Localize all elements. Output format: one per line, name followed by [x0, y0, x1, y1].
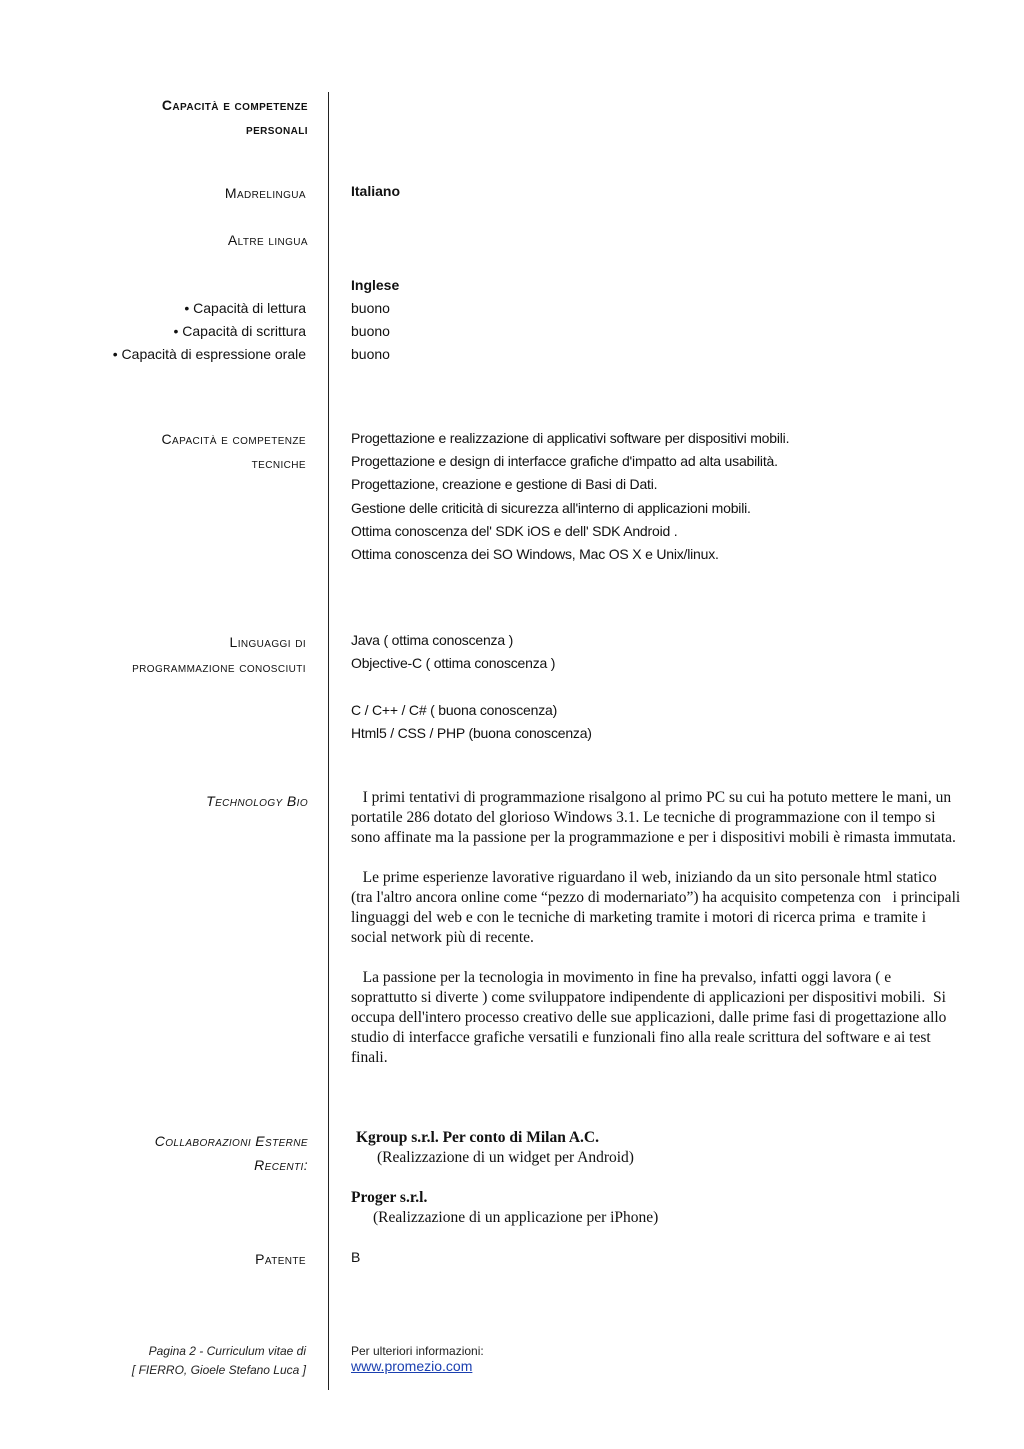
technical-item: Progettazione e design di interfacce grafiche d'impatto ad alta usabilità. — [351, 453, 778, 469]
column-divider — [328, 92, 329, 1390]
skill-reading-value: buono — [351, 300, 390, 316]
license-value: B — [351, 1249, 361, 1265]
technical-heading-line1: Capacità e competenze — [161, 431, 306, 447]
personal-heading-line2: personali — [246, 121, 308, 137]
other-languages-label: Altre lingua — [227, 232, 308, 248]
bio-paragraph: I primi tentativi di programmazione risalgono al primo PC su cui ha potuto mettere le mani, un portatile 286 dotato del glorioso Windows 3.1. Le tecniche di programmazione con il tempo si sono affinate ma la passione per la programmazione e per i dispositivi mobili è rimasta immutata. — [351, 789, 956, 846]
technical-item: Ottima conoscenza dei SO Windows, Mac OS X e Unix/linux. — [351, 546, 719, 562]
skill-speaking-label: • Capacità di espressione orale — [112, 346, 306, 362]
language-item: Objective-C ( ottima conoscenza ) — [351, 655, 556, 671]
collab-title: Kgroup s.r.l. Per conto di Milan A.C. — [356, 1129, 599, 1146]
language-item: C / C++ / C# ( buona conoscenza) — [351, 702, 558, 718]
footer-page-line2: [ FIERRO, Gioele Stefano Luca ] — [131, 1363, 306, 1377]
skill-speaking-value: buono — [351, 346, 390, 362]
languages-heading-line1: Linguaggi di — [229, 634, 306, 650]
bio-paragraph: La passione per la tecnologia in movimento in fine ha prevalso, infatti oggi lavora ( e soprattutto si diverte ) come sviluppatore indipendente di applicazioni per dispositivi mobili. Si occupa dell'intero processo creativo delle sue applicazioni, dalle prime fasi di progettazione allo studio di interfacce grafiche versatili e funzionali fino alla reale scrittura del software e ai test finali. — [351, 969, 951, 1066]
mother-tongue-label: Madrelingua — [224, 185, 306, 201]
bio-text — [351, 788, 965, 1068]
footer-page-line1: Pagina 2 - Curriculum vitae di — [148, 1344, 306, 1358]
personal-heading-line1: Capacità e competenze — [161, 97, 308, 113]
mother-tongue-value: Italiano — [351, 183, 401, 199]
language-item: Html5 / CSS / PHP (buona conoscenza) — [351, 725, 592, 741]
collab-heading-line1: Collaborazioni Esterne — [154, 1133, 308, 1149]
collab-desc: (Realizzazione di un widget per Android) — [377, 1149, 634, 1166]
skill-reading-label: • Capacità di lettura — [184, 300, 306, 316]
website-link[interactable]: www.promezio.com — [351, 1358, 473, 1374]
license-label: Patente — [255, 1251, 306, 1267]
collab-title: Proger s.r.l. — [351, 1189, 428, 1206]
collab-desc: (Realizzazione di un applicazione per iPhone) — [373, 1209, 659, 1226]
language-item: Java ( ottima conoscenza ) — [351, 632, 514, 648]
skill-writing-value: buono — [351, 323, 390, 339]
technical-item: Progettazione e realizzazione di applicativi software per dispositivi mobili. — [351, 430, 790, 446]
languages-heading-line2: programmazione conosciuti — [132, 659, 306, 675]
skill-writing-label: • Capacità di scrittura — [173, 323, 306, 339]
footer-info-label: Per ulteriori informazioni: — [351, 1344, 484, 1358]
technical-item: Ottima conoscenza del' SDK iOS e dell' SDK Android . — [351, 523, 678, 539]
bio-heading: Technology Bio — [206, 793, 308, 809]
technical-heading-line2: tecniche — [251, 455, 306, 471]
technical-item: Progettazione, creazione e gestione di Basi di Dati. — [351, 476, 658, 492]
technical-item: Gestione delle criticità di sicurezza all'interno di applicazioni mobili. — [351, 500, 751, 516]
bio-paragraph: Le prime esperienze lavorative riguardano il web, iniziando da un sito personale html statico (tra l'altro ancora online come “pezzo di modernariato”) ha acquisito competenza con i principali linguaggi del web e con le tecniche di marketing tramite i motori di ricerca prima e tramite i social network più di recente. — [351, 869, 965, 946]
language-name: Inglese — [351, 277, 400, 293]
collab-heading-line2: Recenti: — [254, 1157, 308, 1173]
